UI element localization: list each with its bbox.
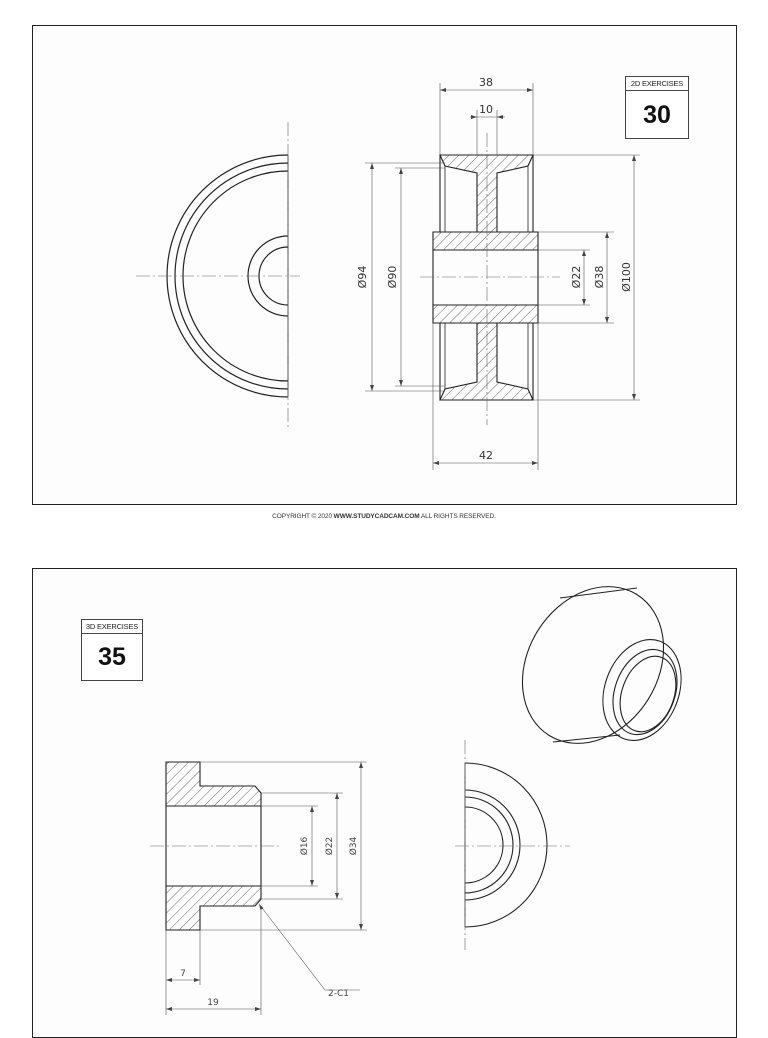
copyright-suffix: ALL RIGHTS RESERVED. bbox=[419, 513, 496, 520]
bushing-section-view bbox=[150, 762, 280, 930]
exercise-number: 35 bbox=[98, 643, 126, 671]
exercise-number: 30 bbox=[643, 101, 671, 129]
badge-label: 2D EXERCISES bbox=[626, 77, 688, 91]
dim-diameter-94: Ø94 bbox=[356, 265, 369, 289]
dim-diameter-90: Ø90 bbox=[386, 265, 399, 289]
dim-diameter-22: Ø22 bbox=[570, 265, 583, 289]
dim-chamfer: 2-C1 bbox=[328, 989, 349, 999]
dim-diameter-22: Ø22 bbox=[325, 836, 335, 856]
copyright-prefix: COPYRIGHT © 2020 bbox=[272, 513, 334, 520]
bushing-isometric-view bbox=[494, 560, 695, 770]
dim-length-7: 7 bbox=[180, 969, 186, 979]
dim-width-38: 38 bbox=[479, 76, 493, 89]
copyright-site: WWW.STUDYCADCAM.COM bbox=[333, 513, 420, 520]
dim-diameter-100: Ø100 bbox=[620, 262, 633, 292]
dim-diameter-34: Ø34 bbox=[349, 836, 359, 856]
bushing-front-half-view bbox=[465, 763, 547, 927]
dim-web-10: 10 bbox=[479, 103, 493, 116]
dim-diameter-16: Ø16 bbox=[300, 836, 310, 856]
dim-length-19: 19 bbox=[207, 998, 219, 1008]
dim-diameter-38: Ø38 bbox=[593, 265, 606, 289]
dim-width-42: 42 bbox=[479, 449, 493, 462]
badge-label: 3D EXERCISES bbox=[82, 620, 142, 634]
